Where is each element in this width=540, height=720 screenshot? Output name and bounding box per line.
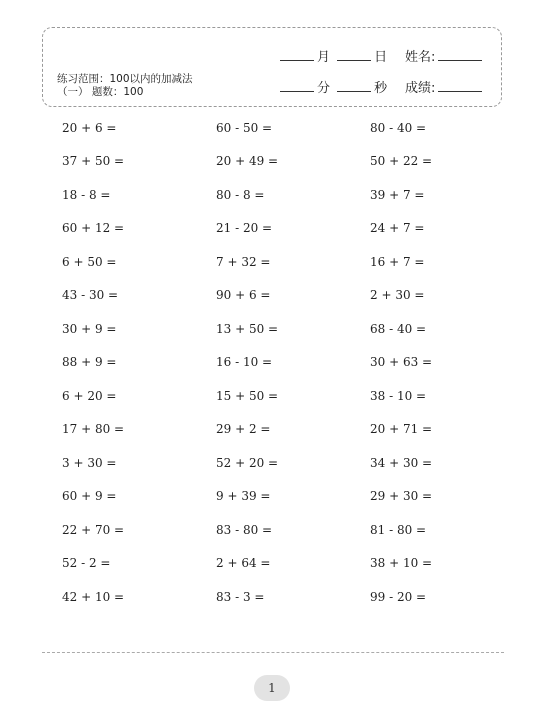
exercise-info: [57, 73, 193, 99]
problem: 88 + 9 =: [62, 355, 117, 369]
problem: 50 + 22 =: [370, 154, 433, 168]
page-number: 1: [254, 675, 290, 701]
problem: 68 - 40 =: [370, 322, 427, 336]
problem: 29 + 30 =: [370, 489, 433, 503]
problem: 20 + 49 =: [216, 154, 279, 168]
problem: 3 + 30 =: [62, 456, 117, 470]
second-label: 秒: [374, 81, 388, 96]
exercise-range: 练习范围：100以内的加减法: [57, 73, 193, 85]
name-blank[interactable]: [438, 59, 482, 61]
problem: 60 - 50 =: [216, 121, 273, 135]
problem: 83 - 80 =: [216, 523, 273, 537]
footer-divider: [42, 652, 504, 653]
problem: 17 + 80 =: [62, 422, 125, 436]
problem: 2 + 64 =: [216, 556, 271, 570]
problem: 22 + 70 =: [62, 523, 125, 537]
problem: 6 + 20 =: [62, 389, 117, 403]
score-blank[interactable]: [438, 90, 482, 92]
problem: 9 + 39 =: [216, 489, 271, 503]
problem: 37 + 50 =: [62, 154, 125, 168]
problem: 60 + 9 =: [62, 489, 117, 503]
exercise-count: （一） 题数：100: [57, 86, 144, 98]
problem: 80 - 8 =: [216, 188, 265, 202]
score-line: [405, 77, 485, 96]
date-line: [277, 46, 387, 65]
minute-label: 分: [317, 81, 331, 96]
day-label: 日: [374, 50, 388, 65]
problem: 60 + 12 =: [62, 221, 125, 235]
month-blank[interactable]: [280, 59, 314, 61]
problem: 7 + 32 =: [216, 255, 271, 269]
problem: 99 - 20 =: [370, 590, 427, 604]
problem: 80 - 40 =: [370, 121, 427, 135]
problem: 39 + 7 =: [370, 188, 425, 202]
problem: 83 - 3 =: [216, 590, 265, 604]
score-label: 成绩:: [405, 81, 436, 96]
problem: 29 + 2 =: [216, 422, 271, 436]
problem: 16 - 10 =: [216, 355, 273, 369]
problem: 20 + 71 =: [370, 422, 433, 436]
name-label: 姓名:: [405, 50, 436, 65]
month-label: 月: [317, 50, 331, 65]
problem: 90 + 6 =: [216, 288, 271, 302]
problem: 52 - 2 =: [62, 556, 111, 570]
problem: 81 - 80 =: [370, 523, 427, 537]
problem: 2 + 30 =: [370, 288, 425, 302]
problem: 21 - 20 =: [216, 221, 273, 235]
problem: 34 + 30 =: [370, 456, 433, 470]
problem: 30 + 9 =: [62, 322, 117, 336]
problem: 42 + 10 =: [62, 590, 125, 604]
problem: 52 + 20 =: [216, 456, 279, 470]
problem: 13 + 50 =: [216, 322, 279, 336]
problem: 43 - 30 =: [62, 288, 119, 302]
day-blank[interactable]: [337, 59, 371, 61]
problem: 38 - 10 =: [370, 389, 427, 403]
problem: 30 + 63 =: [370, 355, 433, 369]
problem: 16 + 7 =: [370, 255, 425, 269]
name-line: [405, 46, 485, 65]
problem: 20 + 6 =: [62, 121, 117, 135]
problem: 24 + 7 =: [370, 221, 425, 235]
problem: 15 + 50 =: [216, 389, 279, 403]
problem: 18 - 8 =: [62, 188, 111, 202]
second-blank[interactable]: [337, 90, 371, 92]
time-line: [277, 77, 387, 96]
problem: 6 + 50 =: [62, 255, 117, 269]
minute-blank[interactable]: [280, 90, 314, 92]
problem: 38 + 10 =: [370, 556, 433, 570]
